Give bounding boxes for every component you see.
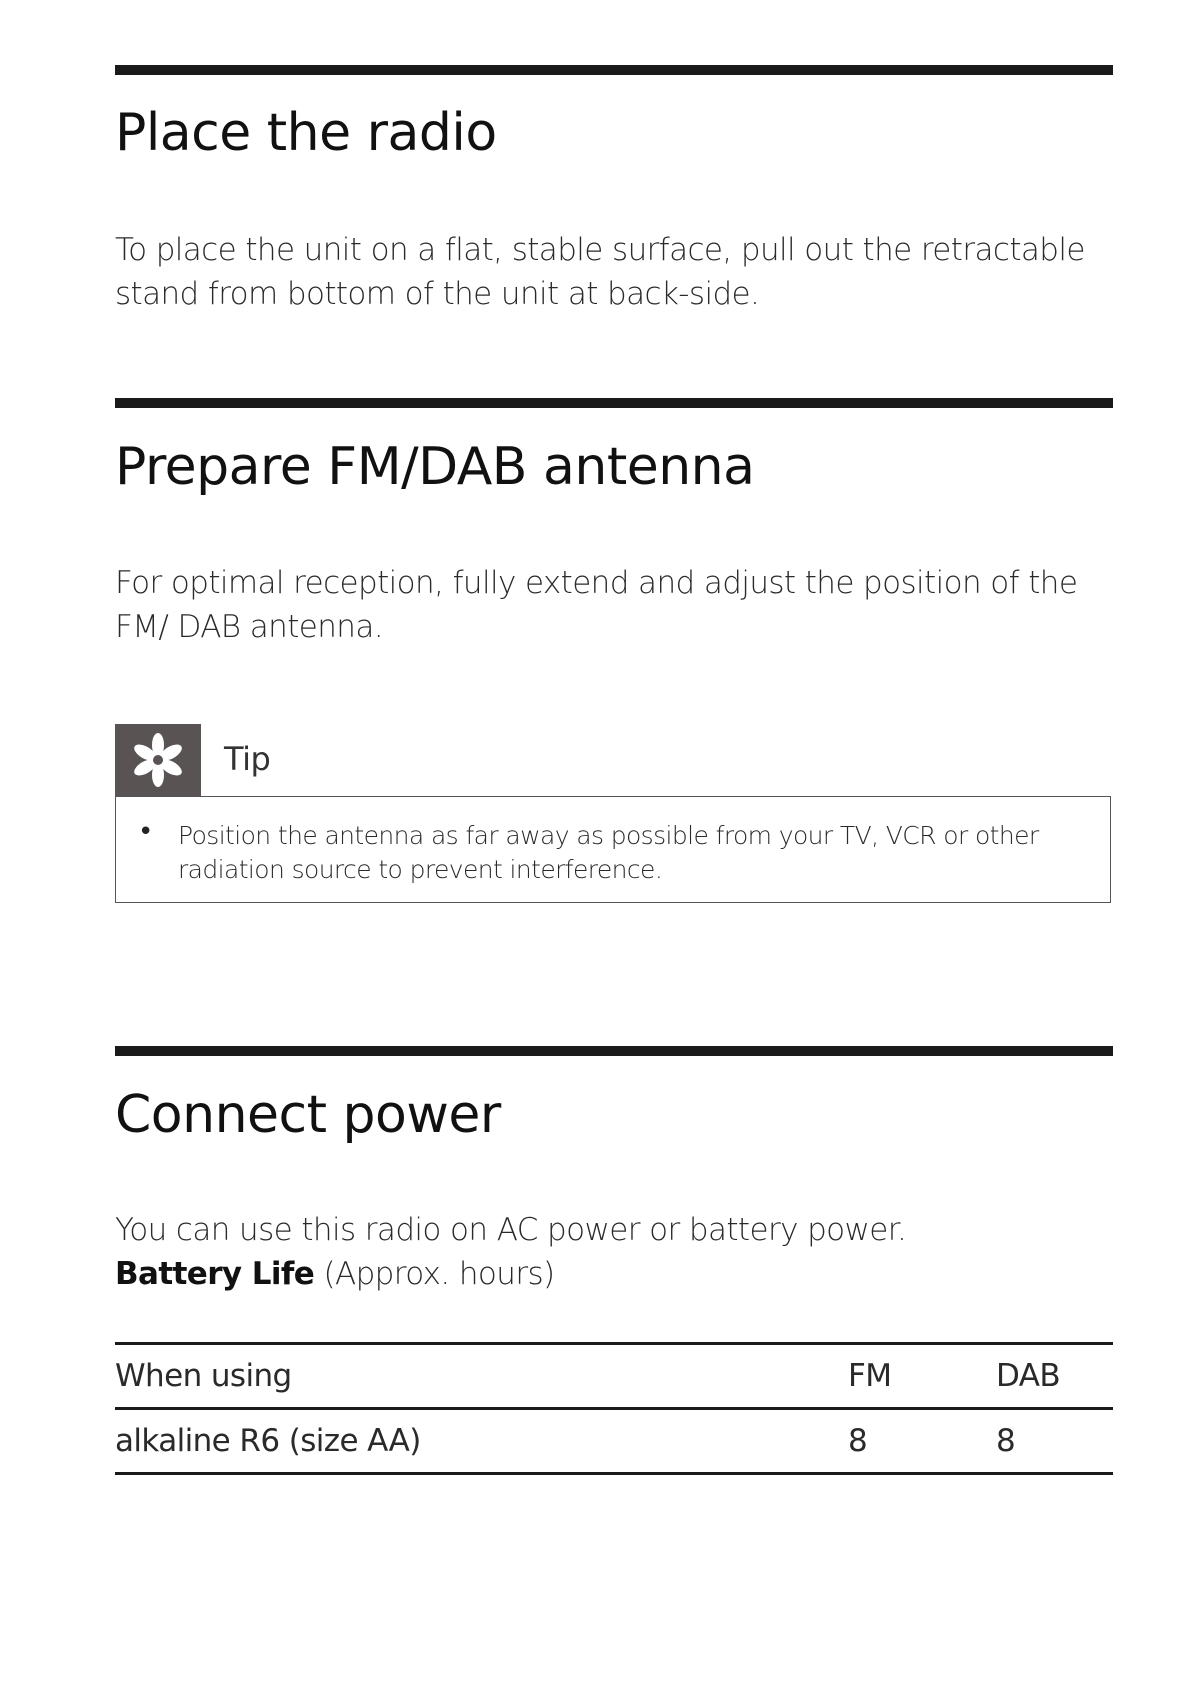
table-cell: 8 — [996, 1423, 1016, 1459]
table-cell: alkaline R6 (size AA) — [115, 1423, 421, 1459]
table-header-cell: FM — [848, 1344, 996, 1409]
tip-box — [115, 796, 1111, 903]
tip-bullet: • — [138, 817, 154, 847]
battery-life-table — [115, 1342, 1113, 1475]
tip-item: Position the antenna as far away as possible from your TV, VCR or other radiation source to prevent interference. — [178, 821, 1039, 884]
section-body-place: To place the unit on a flat, stable surface, pull out the retractable stand from bottom of the unit at back-side. — [115, 232, 1085, 312]
battery-life-line — [115, 1252, 1115, 1296]
section-body-antenna: For optimal reception, fully extend and adjust the position of the FM/ DAB antenna. — [115, 565, 1078, 645]
section-title-power: Connect power — [115, 1085, 501, 1145]
section-rule-place — [115, 65, 1113, 75]
table-header-cell: DAB — [996, 1344, 1113, 1409]
power-intro-text: You can use this radio on AC power or battery power. — [115, 1212, 907, 1248]
battery-life-label: Battery Life — [115, 1256, 315, 1292]
battery-life-suffix: (Approx. hours) — [323, 1256, 555, 1292]
tip-asterisk-svg — [129, 731, 187, 789]
section-body-power — [115, 1208, 1115, 1296]
section-title-place: Place the radio — [115, 103, 497, 163]
table-header-row — [115, 1344, 1113, 1409]
tip-label: Tip — [224, 740, 271, 778]
tip-asterisk-icon — [115, 724, 201, 796]
table-cell: 8 — [848, 1423, 868, 1459]
table-header-cell: When using — [115, 1344, 848, 1409]
section-title-antenna: Prepare FM/DAB antenna — [115, 437, 755, 497]
section-rule-power — [115, 1046, 1113, 1056]
section-rule-antenna — [115, 398, 1113, 408]
table-row — [115, 1409, 1113, 1474]
